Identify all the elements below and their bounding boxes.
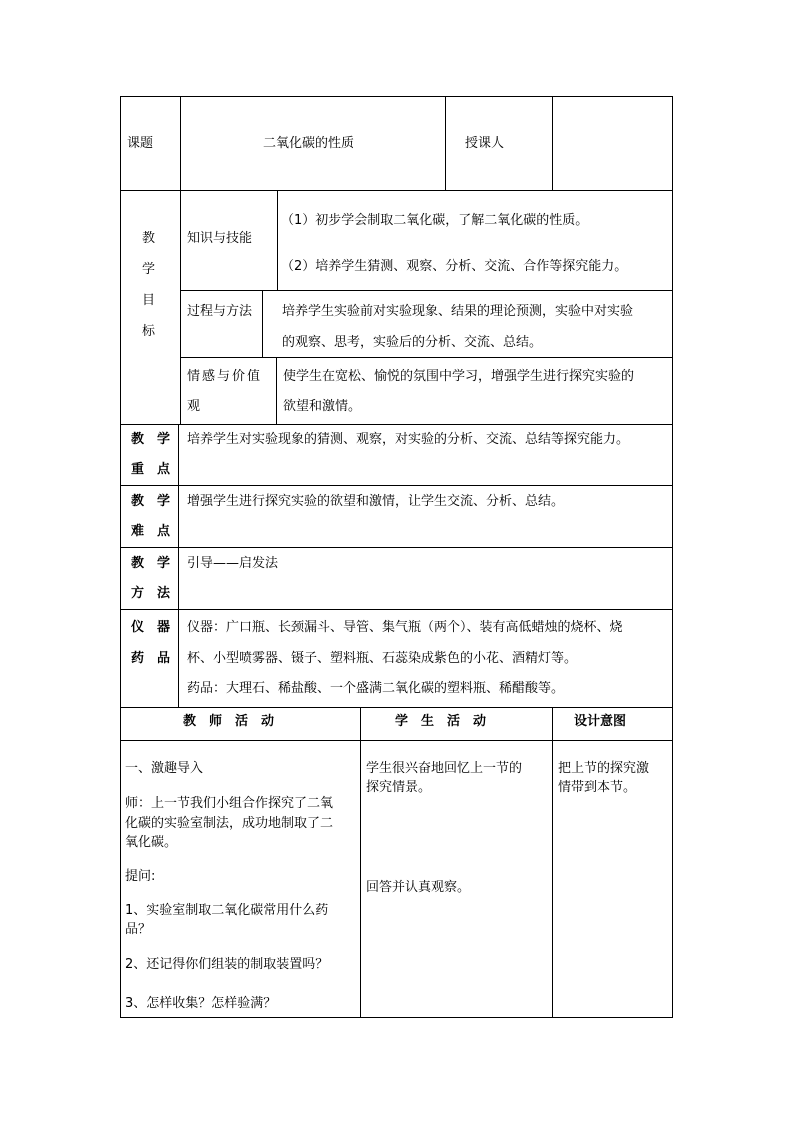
- objectives-label-char: 标: [142, 324, 156, 339]
- design-intent-line-2: 情带到本节。: [558, 780, 637, 795]
- method-label-line-1: 教 学: [131, 556, 171, 571]
- col-divider: [180, 96, 181, 190]
- teacher-intro-line-3: 氧化碳。: [125, 835, 178, 850]
- materials-label-line-1: 仪 器: [131, 620, 171, 635]
- col-divider: [445, 96, 446, 190]
- row-divider: [120, 424, 673, 425]
- method-text: 引导——启发法: [187, 556, 279, 571]
- materials-line-2: 杯、小型喷雾器、镊子、塑料瓶、石蕊染成紫色的小花、酒精灯等。: [187, 651, 578, 666]
- student-activity-line-1: 学生很兴奋地回忆上一节的: [366, 761, 523, 776]
- difficulties-text: 增强学生进行探究实验的欲望和激情，让学生交流、分析、总结。: [187, 494, 565, 509]
- method-label-line-2: 方 法: [131, 586, 171, 601]
- row-divider: [120, 485, 673, 486]
- teacher-label: 授课人: [465, 136, 505, 151]
- objectives-label-char: 学: [142, 262, 156, 277]
- difficulties-label-line-1: 教 学: [131, 494, 171, 509]
- col-divider: [360, 707, 361, 1017]
- objectives-label-char: 目: [142, 293, 156, 308]
- teacher-section-title: 一、激趣导入: [125, 761, 204, 776]
- col-divider: [180, 190, 181, 424]
- table-border-top: [120, 96, 673, 97]
- col-divider: [178, 424, 179, 707]
- row-divider: [180, 290, 673, 291]
- teacher-question-2: 2、还记得你们组装的制取装置吗？: [125, 957, 329, 972]
- row-divider: [180, 357, 673, 358]
- teacher-intro-line-1: 师：上一节我们小组合作探究了二氧: [125, 796, 334, 811]
- row-divider: [120, 707, 673, 708]
- row-divider: [120, 609, 673, 610]
- emotion-label-line-2: 观: [187, 399, 201, 414]
- knowledge-item-1: （1）初步学会制取二氧化碳，了解二氧化碳的性质。: [281, 213, 589, 228]
- teacher-intro-line-2: 化碳的实验室制法，成功地制取了二: [125, 816, 334, 831]
- knowledge-label: 知识与技能: [187, 231, 253, 246]
- process-line-2: 的观察、思考，实验后的分析、交流、总结。: [282, 335, 543, 350]
- col-divider: [552, 707, 553, 1017]
- row-divider: [120, 547, 673, 548]
- table-border-left: [120, 96, 121, 1018]
- student-activity-header: 学 生 活 动: [395, 714, 487, 729]
- emotion-line-1: 使学生在宽松、愉悦的氛围中学习，增强学生进行探究实验的: [283, 369, 635, 384]
- col-divider: [276, 357, 277, 424]
- emotion-line-2: 欲望和激情。: [283, 399, 362, 414]
- materials-label-line-2: 药 品: [131, 651, 171, 666]
- key-points-label-line-2: 重 点: [131, 462, 171, 477]
- design-intent-header: 设计意图: [574, 714, 627, 729]
- knowledge-item-2: （2）培养学生猜测、观察、分析、交流、合作等探究能力。: [281, 259, 628, 274]
- teacher-question-1a: 1、实验室制取二氧化碳常用什么药: [125, 903, 329, 918]
- topic-label: 课题: [127, 136, 154, 151]
- emotion-label-line-1: 情感与价值: [187, 369, 263, 384]
- objectives-label-char: 教: [142, 231, 156, 246]
- student-activity-line-2: 探究情景。: [366, 780, 432, 795]
- process-line-1: 培养学生实验前对实验现象、结果的理论预测，实验中对实验: [282, 304, 634, 319]
- key-points-label-line-1: 教 学: [131, 432, 171, 447]
- teacher-question-1b: 品？: [125, 922, 152, 937]
- teacher-question-3: 3、怎样收集？怎样验满？: [125, 996, 277, 1011]
- table-border-right: [672, 96, 673, 1018]
- materials-line-1: 仪器：广口瓶、长颈漏斗、导管、集气瓶（两个）、装有高低蜡烛的烧杯、烧: [187, 620, 623, 635]
- topic-value: 二氧化碳的性质: [263, 136, 355, 151]
- materials-line-3: 药品：大理石、稀盐酸、一个盛满二氧化碳的塑料瓶、稀醋酸等。: [187, 681, 565, 696]
- col-divider: [262, 290, 263, 357]
- col-divider: [552, 96, 553, 190]
- table-border-bottom: [120, 1017, 673, 1018]
- key-points-text: 培养学生对实验现象的猜测、观察，对实验的分析、交流、总结等探究能力。: [187, 432, 630, 447]
- row-divider: [120, 740, 673, 741]
- teacher-activity-header: 教 师 活 动: [183, 714, 275, 729]
- teacher-ask-label: 提问:: [125, 869, 156, 884]
- process-label: 过程与方法: [187, 304, 253, 319]
- col-divider: [277, 190, 278, 290]
- difficulties-label-line-2: 难 点: [131, 524, 171, 539]
- design-intent-line-1: 把上节的探究激: [558, 761, 650, 776]
- student-activity-line-3: 回答并认真观察。: [366, 880, 471, 895]
- row-divider: [120, 190, 673, 191]
